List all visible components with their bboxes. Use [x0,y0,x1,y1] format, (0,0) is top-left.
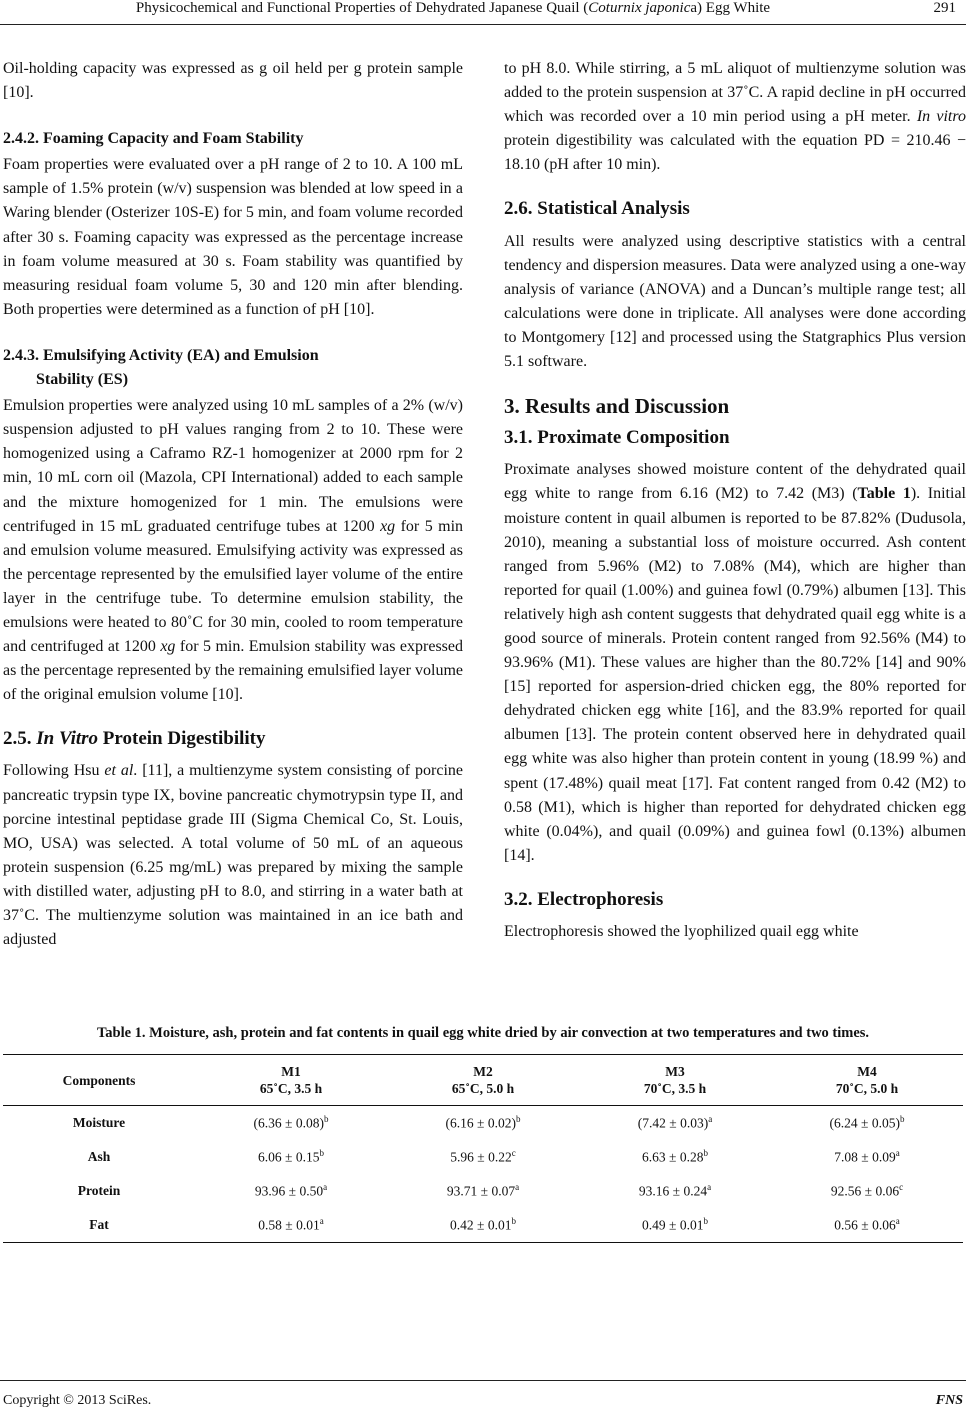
header-m3: M3 70˚C, 3.5 h [643,1064,707,1096]
table-cell: 0.42 ± 0.01$^b$ [450,1216,516,1233]
table-row-protein [3,1174,963,1208]
heading-emulsifying: 2.4.3. Emulsifying Activity (EA) and Emulsion Stability (ES) [3,346,319,389]
table-cell: $(6.36 \pm 0.08)^b$ [253,1114,329,1131]
paragraph-statistical: All results were analyzed using descriptive statistics with a central tendency and dispersion measures. Data were analyzed using a one-way analysis of variance (ANOVA) and a Duncan’s multiple range test; all calculations were done in triplicate. All analyses were done according to Montgomery [12] and processed using the Statgraphics Plus version 5.1 software. [504,232,966,371]
page-number: 291 [933,0,956,16]
table-cell: 93.16 ± 0.24$^a$ [638,1182,712,1199]
heading-foaming: 2.4.2. Foaming Capacity and Foam Stability [3,130,304,148]
header-components: Components [62,1072,136,1088]
paragraph-digestibility-cont: to pH 8.0. While stirring, a 5 mL aliquot of multienzyme solution was added to the protein suspension at 37˚C. A rapid decline in pH occurred which was recorded over a 10 min period using a pH meter. In vitro protein digestibility was calculated with the equation PD = 210.46 − 18.10 (pH after 10 min). [504,60,966,174]
heading-results: 3. Results and Discussion [504,394,730,419]
left-column [3,57,463,952]
row-label: Moisture [72,1115,126,1130]
journal-abbrev: FNS [935,1393,963,1408]
header-m4: M4 70˚C, 5.0 h [835,1064,899,1096]
table-cell: $(6.24 \pm 0.05)^b$ [829,1114,905,1131]
paragraph-digestibility: Following Hsu et al. [11], a multienzyme system consisting of porcine pancreatic trypsin type IX, bovine pancreatic chymotrypsin type II, and porcine intestinal peptidase grade III (Sigma Chemical Co, St. Louis, MO, USA) was selected. A total volume of 50 mL of an aqueous protein suspension (6.25 mg/mL) was prepared by mixing the sample with distilled water, adjusting pH to 8.0, and stirring in a water bath at 37˚C. The multienzyme solution was maintained in an ice bath and adjusted [3,762,463,949]
table-cell: $(6.16 \pm 0.02)^b$ [445,1114,521,1131]
copyright-notice: Copyright © 2013 SciRes. [3,1393,152,1408]
row-label: Protein [77,1183,121,1198]
table-row-ash [3,1140,963,1174]
table-caption: Table 1. Moisture, ash, protein and fat contents in quail egg white dried by air convection at two temperatures and two times. [96,1025,870,1041]
right-column [504,57,966,944]
table-cell: $(7.42 \pm 0.03)^a$ [637,1114,713,1131]
table-row-fat [3,1208,963,1243]
paragraph-foaming: Foam properties were evaluated over a pH range of 2 to 10. A 100 mL sample of 1.5% protein (w/v) suspension was blended at low speed in a Waring blender (Osterizer 10S-E) for 5 min, and foam volume recorded after 30 s. Foaming capacity was expressed as the percentage increase in foam volume measured at 30 s. Foam stability was quantified by measuring residual foam volume 5, 30 and 120 min after blending. Both properties were determined as a function of pH [10]. [3,156,463,318]
table-cell: 92.56 ± 0.06$^c$ [830,1182,904,1199]
paragraph-oil-holding: Oil-holding capacity was expressed as g oil held per g protein sample [10]. [3,60,463,102]
table-cell: 6.63 ± 0.28$^b$ [642,1148,708,1165]
table-cell: 6.06 ± 0.15$^b$ [258,1148,324,1165]
header-m2: M2 65˚C, 5.0 h [451,1064,515,1096]
table-cell: 93.96 ± 0.50$^a$ [254,1182,328,1199]
paragraph-electrophoresis: Electrophoresis showed the lyophilized quail egg white [504,923,859,940]
header-rule [0,24,966,25]
paragraph-proximate: Proximate analyses showed moisture content of the dehydrated quail egg white to range from 6.16 (M2) to 7.42 (M3) (Table 1). Initial moisture content in quail albumen is reported to be 87.82% (Dudusola, 2010), meaning a substantial loss of moisture occurred. Ash content ranged from 5.96% (M2) to 7.08% (M4), which are higher than reported for quail (1.00%) and guinea fowl (0.79%) albumen [13]. This relatively high ash content suggests that dehydrated quail egg white is a good source of minerals. Protein content ranged from 92.56% (M4) to 93.96% (M1). These values are higher than the 80.72% [14] and 90% [15] reported for aspersion-dried chicken egg, the 80% reported for dehydrated chicken egg white [16], and the 83.9% reported for quail albumen [13]. The protein content observed here in dehydrated quail egg white was also higher than protein content in young (18.99 %) and spent (17.48%) quail meat [17]. Fat content ranged from 0.42 (M2) to 0.58 (M1), which is higher than reported for dehydrated chicken egg white (0.04%), and quail (0.09%) and guinea fowl (0.13%) albumen [14]. [504,461,966,864]
row-label: Ash [87,1149,111,1164]
table-cell: 0.58 ± 0.01$^a$ [258,1216,324,1233]
composition-table [3,1054,963,1243]
table-cell: 0.56 ± 0.06$^a$ [834,1216,900,1233]
running-title: Physicochemical and Functional Properties of Dehydrated Japanese Quail (Coturnix japonica) Egg White [135,0,771,16]
table-cell: 93.71 ± 0.07$^a$ [446,1182,520,1199]
table-cell: 7.08 ± 0.09$^a$ [834,1148,900,1165]
table-row-moisture [3,1106,963,1141]
table-cell: 5.96 ± 0.22$^c$ [450,1148,516,1165]
heading-electrophoresis: 3.2. Electrophoresis [504,888,664,910]
footer-rule [0,1380,966,1381]
heading-digestibility: 2.5. In Vitro Protein Digestibility [3,728,266,750]
table-cell: 0.49 ± 0.01$^b$ [642,1216,708,1233]
paragraph-emulsion: Emulsion properties were analyzed using 10 mL samples of a 2% (w/v) suspension adjusted to pH values ranging from 2 to 10. These were homogenized using a Caframo RZ-1 homogenizer at 2000 rpm for 2 min, 10 mL corn oil (Mazola, CPI International) added to each sample and the mixture homogenized for 1 min. The emulsions were centrifuged in 15 mL graduated centrifuge tubes at 1200 xg for 5 min and emulsion volume measured. Emulsifying activity was expressed as the percentage represented by the emulsified layer volume of the entire layer in the centrifuge tube. To determine emulsion stability, the emulsions were heated to 80˚C for 30 min, cooled to room temperature and centrifuged at 1200 xg for 5 min. Emulsion stability was expressed as the percentage represented by the remaining emulsified layer volume of the original emulsion volume [10]. [3,397,464,704]
table-header-row [3,1055,963,1106]
heading-statistical: 2.6. Statistical Analysis [504,198,690,220]
row-label: Fat [89,1217,109,1232]
header-m1: M1 65˚C, 3.5 h [259,1064,323,1096]
heading-proximate: 3.1. Proximate Composition [504,427,730,449]
